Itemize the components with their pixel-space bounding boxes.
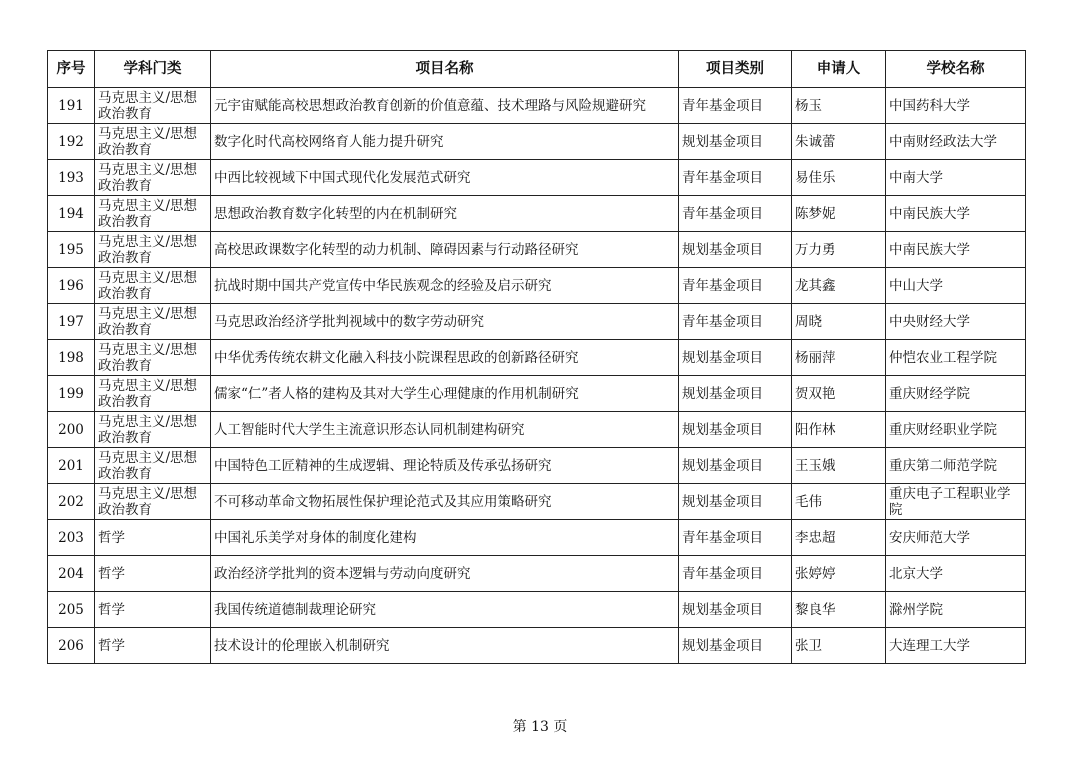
cell-subject: 马克思主义/思想政治教育	[95, 304, 211, 340]
cell-school: 重庆第二师范学院	[886, 448, 1026, 484]
cell-subject: 哲学	[95, 592, 211, 628]
cell-subject: 哲学	[95, 520, 211, 556]
cell-project: 不可移动革命文物拓展性保护理论范式及其应用策略研究	[211, 484, 679, 520]
cell-subject: 马克思主义/思想政治教育	[95, 124, 211, 160]
table-row	[48, 160, 1026, 196]
cell-project: 马克思政治经济学批判视域中的数字劳动研究	[211, 304, 679, 340]
cell-project: 数字化时代高校网络育人能力提升研究	[211, 124, 679, 160]
cell-project: 人工智能时代大学生主流意识形态认同机制建构研究	[211, 412, 679, 448]
cell-subject: 马克思主义/思想政治教育	[95, 376, 211, 412]
cell-category: 青年基金项目	[679, 520, 792, 556]
cell-project: 中国礼乐美学对身体的制度化建构	[211, 520, 679, 556]
cell-no: 201	[48, 448, 95, 484]
cell-applicant: 张婷婷	[792, 556, 886, 592]
table-body	[48, 88, 1026, 664]
cell-applicant: 毛伟	[792, 484, 886, 520]
header-applicant: 申请人	[792, 51, 886, 88]
cell-applicant: 王玉娥	[792, 448, 886, 484]
cell-no: 200	[48, 412, 95, 448]
cell-no: 198	[48, 340, 95, 376]
table-row	[48, 268, 1026, 304]
cell-subject: 马克思主义/思想政治教育	[95, 268, 211, 304]
cell-no: 204	[48, 556, 95, 592]
cell-no: 196	[48, 268, 95, 304]
cell-school: 安庆师范大学	[886, 520, 1026, 556]
cell-category: 青年基金项目	[679, 304, 792, 340]
cell-subject: 马克思主义/思想政治教育	[95, 196, 211, 232]
table-row	[48, 628, 1026, 664]
cell-project: 技术设计的伦理嵌入机制研究	[211, 628, 679, 664]
cell-project: 思想政治教育数字化转型的内在机制研究	[211, 196, 679, 232]
cell-subject: 马克思主义/思想政治教育	[95, 340, 211, 376]
cell-applicant: 杨玉	[792, 88, 886, 124]
table-row	[48, 448, 1026, 484]
header-subject: 学科门类	[95, 51, 211, 88]
cell-school: 仲恺农业工程学院	[886, 340, 1026, 376]
header-category: 项目类别	[679, 51, 792, 88]
cell-subject: 哲学	[95, 556, 211, 592]
cell-category: 规划基金项目	[679, 232, 792, 268]
header-no: 序号	[48, 51, 95, 88]
cell-no: 191	[48, 88, 95, 124]
cell-category: 青年基金项目	[679, 88, 792, 124]
cell-project: 抗战时期中国共产党宣传中华民族观念的经验及启示研究	[211, 268, 679, 304]
cell-subject: 马克思主义/思想政治教育	[95, 484, 211, 520]
cell-subject: 马克思主义/思想政治教育	[95, 232, 211, 268]
cell-category: 规划基金项目	[679, 124, 792, 160]
cell-subject: 哲学	[95, 628, 211, 664]
cell-school: 北京大学	[886, 556, 1026, 592]
cell-no: 192	[48, 124, 95, 160]
table-row	[48, 412, 1026, 448]
cell-project: 中国特色工匠精神的生成逻辑、理论特质及传承弘扬研究	[211, 448, 679, 484]
cell-project: 儒家“仁”者人格的建构及其对大学生心理健康的作用机制研究	[211, 376, 679, 412]
cell-category: 青年基金项目	[679, 268, 792, 304]
cell-category: 青年基金项目	[679, 556, 792, 592]
cell-category: 青年基金项目	[679, 160, 792, 196]
cell-project: 中华优秀传统农耕文化融入科技小院课程思政的创新路径研究	[211, 340, 679, 376]
cell-applicant: 杨丽萍	[792, 340, 886, 376]
header-school: 学校名称	[886, 51, 1026, 88]
cell-subject: 马克思主义/思想政治教育	[95, 88, 211, 124]
table-row	[48, 592, 1026, 628]
cell-school: 中南民族大学	[886, 196, 1026, 232]
cell-category: 规划基金项目	[679, 448, 792, 484]
cell-applicant: 易佳乐	[792, 160, 886, 196]
cell-no: 205	[48, 592, 95, 628]
table-row	[48, 196, 1026, 232]
table-header-row	[48, 51, 1026, 88]
cell-school: 重庆财经职业学院	[886, 412, 1026, 448]
cell-school: 中国药科大学	[886, 88, 1026, 124]
cell-project: 我国传统道德制裁理论研究	[211, 592, 679, 628]
cell-project: 高校思政课数字化转型的动力机制、障碍因素与行动路径研究	[211, 232, 679, 268]
cell-school: 中山大学	[886, 268, 1026, 304]
cell-category: 规划基金项目	[679, 484, 792, 520]
table-row	[48, 340, 1026, 376]
cell-applicant: 贺双艳	[792, 376, 886, 412]
table-row	[48, 520, 1026, 556]
table-row	[48, 376, 1026, 412]
cell-no: 202	[48, 484, 95, 520]
cell-category: 青年基金项目	[679, 196, 792, 232]
cell-school: 重庆电子工程职业学院	[886, 484, 1026, 520]
cell-no: 206	[48, 628, 95, 664]
table-row	[48, 484, 1026, 520]
cell-no: 203	[48, 520, 95, 556]
table-row	[48, 88, 1026, 124]
header-project: 项目名称	[211, 51, 679, 88]
cell-applicant: 周晓	[792, 304, 886, 340]
table-row	[48, 304, 1026, 340]
cell-project: 中西比较视域下中国式现代化发展范式研究	[211, 160, 679, 196]
cell-applicant: 李忠超	[792, 520, 886, 556]
cell-no: 197	[48, 304, 95, 340]
cell-school: 中央财经大学	[886, 304, 1026, 340]
table-row	[48, 232, 1026, 268]
cell-applicant: 陈梦妮	[792, 196, 886, 232]
table-row	[48, 556, 1026, 592]
cell-applicant: 朱诚蕾	[792, 124, 886, 160]
cell-no: 193	[48, 160, 95, 196]
cell-category: 规划基金项目	[679, 592, 792, 628]
cell-applicant: 龙其鑫	[792, 268, 886, 304]
page-number: 第 13 页	[512, 719, 568, 735]
cell-category: 规划基金项目	[679, 340, 792, 376]
cell-applicant: 黎良华	[792, 592, 886, 628]
cell-school: 中南大学	[886, 160, 1026, 196]
cell-school: 滁州学院	[886, 592, 1026, 628]
cell-no: 194	[48, 196, 95, 232]
cell-applicant: 张卫	[792, 628, 886, 664]
cell-category: 规划基金项目	[679, 412, 792, 448]
cell-subject: 马克思主义/思想政治教育	[95, 448, 211, 484]
cell-project: 政治经济学批判的资本逻辑与劳动向度研究	[211, 556, 679, 592]
cell-category: 规划基金项目	[679, 628, 792, 664]
cell-applicant: 阳作林	[792, 412, 886, 448]
cell-subject: 马克思主义/思想政治教育	[95, 412, 211, 448]
cell-category: 规划基金项目	[679, 376, 792, 412]
cell-applicant: 万力勇	[792, 232, 886, 268]
cell-no: 199	[48, 376, 95, 412]
cell-school: 中南民族大学	[886, 232, 1026, 268]
table-row	[48, 124, 1026, 160]
cell-school: 大连理工大学	[886, 628, 1026, 664]
cell-subject: 马克思主义/思想政治教育	[95, 160, 211, 196]
cell-school: 重庆财经学院	[886, 376, 1026, 412]
cell-school: 中南财经政法大学	[886, 124, 1026, 160]
project-table	[47, 50, 1026, 664]
cell-project: 元宇宙赋能高校思想政治教育创新的价值意蕴、技术理路与风险规避研究	[211, 88, 679, 124]
cell-no: 195	[48, 232, 95, 268]
